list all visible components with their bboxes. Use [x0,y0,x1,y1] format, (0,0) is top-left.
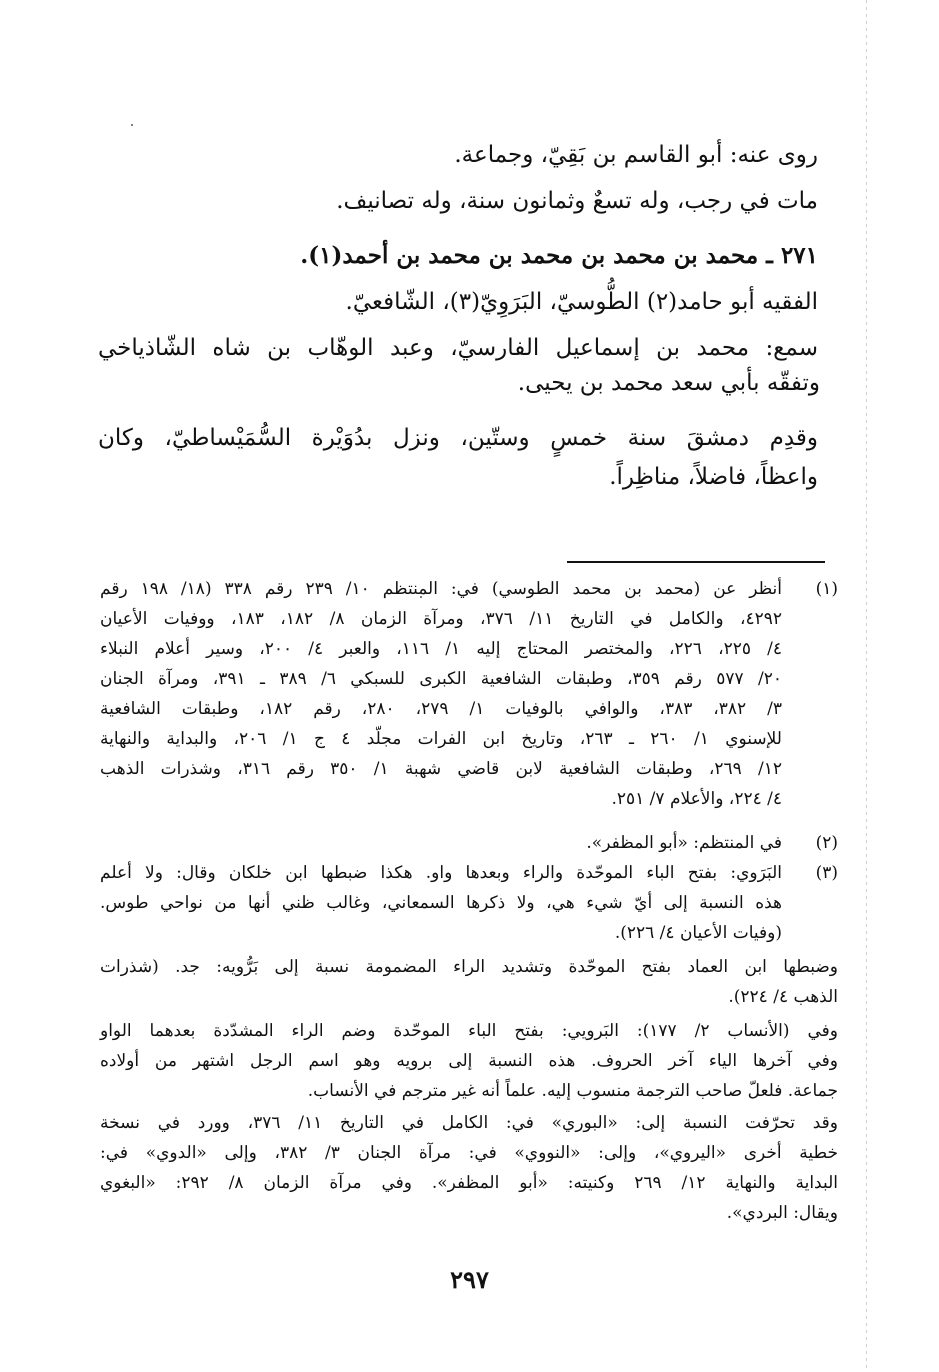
footnote-line: ٤٢٩٢، والكامل في التاريخ ١١/ ٣٧٦، ومرآة الزمان ٨/ ١٨٢، ١٨٣، ووفيات الأعيان [100,609,783,629]
page-number: ٢٩٧ [450,1265,489,1294]
text-line: مات في رجب، وله تسعٌ وثمانون سنة، وله تصانيف. [336,188,818,214]
footnote-line: للإسنوي ١/ ٢٦٠ ـ ٢٦٣، وتاريخ ابن الفرات مجلّد ٤ ج ١/ ٢٠٦، والبداية والنهاية [100,729,782,749]
footnote-line: وقد تحرّفت النسبة إلى: «البوري» في: الكامل في التاريخ ١١/ ٣٧٦، وورد في نسخة [100,1113,838,1133]
text-line: واعظاً، فاضلاً، مناظِراً. [609,464,818,490]
entry-heading [300,233,818,279]
footnote-number: (٣) [815,863,838,883]
text-line: وتفقّه بأبي سعد محمد بن يحيى. [517,370,820,396]
footnote-line: ويقال: البردي». [726,1203,838,1223]
footnote-line: في المنتظم: «أبو المظفر». [586,833,782,853]
footnote-separator [567,561,825,563]
footnote-line: وفي (الأنساب ٢/ ١٧٧): البَرويي: بفتح الباء الموحّدة وضم الراء المشدّدة بعدهما الواو [100,1021,838,1041]
footnote-line: جماعة. فلعلّ صاحب الترجمة منسوب إليه. علماً أنه غير مترجم في الأنساب. [307,1081,838,1101]
footnote-line: البداية والنهاية ١٢/ ٢٦٩ وكنيته: «أبو المظفر». وفي مرآة الزمان ٨/ ٢٩٢: «البغوي [100,1173,838,1193]
footnote-line: ١٢/ ٢٦٩، وطبقات الشافعية لابن قاضي شهبة ١/ ٣٥٠ رقم ٣١٦، وشذرات الذهب [100,759,782,779]
footnote-line: ٢٠/ ٥٧٧ رقم ٣٥٩، وطبقات الشافعية الكبرى للسبكي ٦/ ٣٨٩ ـ ٣٩١، ومرآة الجنان [100,669,783,689]
footnote-line: ٤/ ٢٢٤، والأعلام ٧/ ٢٥١. [611,789,782,809]
footnote-number: (٢) [815,833,838,853]
footnote-line: وضبطها ابن العماد بفتح الموحّدة وتشديد الراء المضمومة نسبة إلى بَرُّويه: جد. (شذرات [100,957,838,977]
footnote-line: (وفيات الأعيان ٤/ ٢٢٦). [614,923,782,943]
footnote-line: وفي آخرها الياء آخر الحروف. هذه النسبة إلى برويه وهو اسم الرجل اشتهر من أولاده [100,1051,838,1071]
footnote-number: (١) [815,579,838,599]
footnote-line: ٤/ ٢٢٥، ٢٢٦، والمختصر المحتاج إليه ١/ ١١٦، والعبر ٤/ ٢٠٠، وسير أعلام النبلاء [100,639,783,659]
text-line: سمع: محمد بن إسماعيل الفارسيّ، وعبد الوهّاب بن شاه الشّاذياخي [98,335,818,361]
page-edge [866,0,867,1372]
footnote-line: الذهب ٤/ ٢٢٤). [728,987,838,1007]
speck [131,124,133,126]
text-line: وقدِم دمشقَ سنة خمسٍ وستّين، ونزل بدُوَيْرة السُّمَيْساطيّ، وكان [98,425,818,451]
footnote-line: ٣/ ٣٨٢، ٣٨٣، والوافي بالوفيات ١/ ٢٧٩، ٢٨٠، رقم ١٨٢، وطبقات الشافعية [100,699,783,719]
footnote-line: البَرَوي: بفتح الباء الموحّدة والراء وبعدها واو. هكذا ضبطها ابن خلكان وقال: ولا أعلم [100,863,782,883]
footnote-line: أنظر عن (محمد بن محمد الطوسي) في: المنتظم ١٠/ ٢٣٩ رقم ٣٣٨ (١٨/ ١٩٨ رقم [100,579,783,599]
footnote-line: خطية أخرى «اليروي»، وإلى: «النووي» في: مرآة الجنان ٣/ ٣٨٢، وإلى «الدوي» في: [100,1143,838,1163]
text-line: روى عنه: أبو القاسم بن بَقِيّ، وجماعة. [454,142,818,168]
footnote-line: هذه النسبة إلى أيّ شيء هي، ولا ذكرها السمعاني، وغالب ظني أنها من نواحي طوس. [100,893,782,913]
text-line: الفقيه أبو حامد(٢) الطُّوسيّ، البَرَوِيّ(٣)، الشّافعيّ. [345,289,818,315]
entry-heading-text: ٢٧١ ـ محمد بن محمد بن محمد بن محمد بن أحمد(١). [300,242,818,269]
